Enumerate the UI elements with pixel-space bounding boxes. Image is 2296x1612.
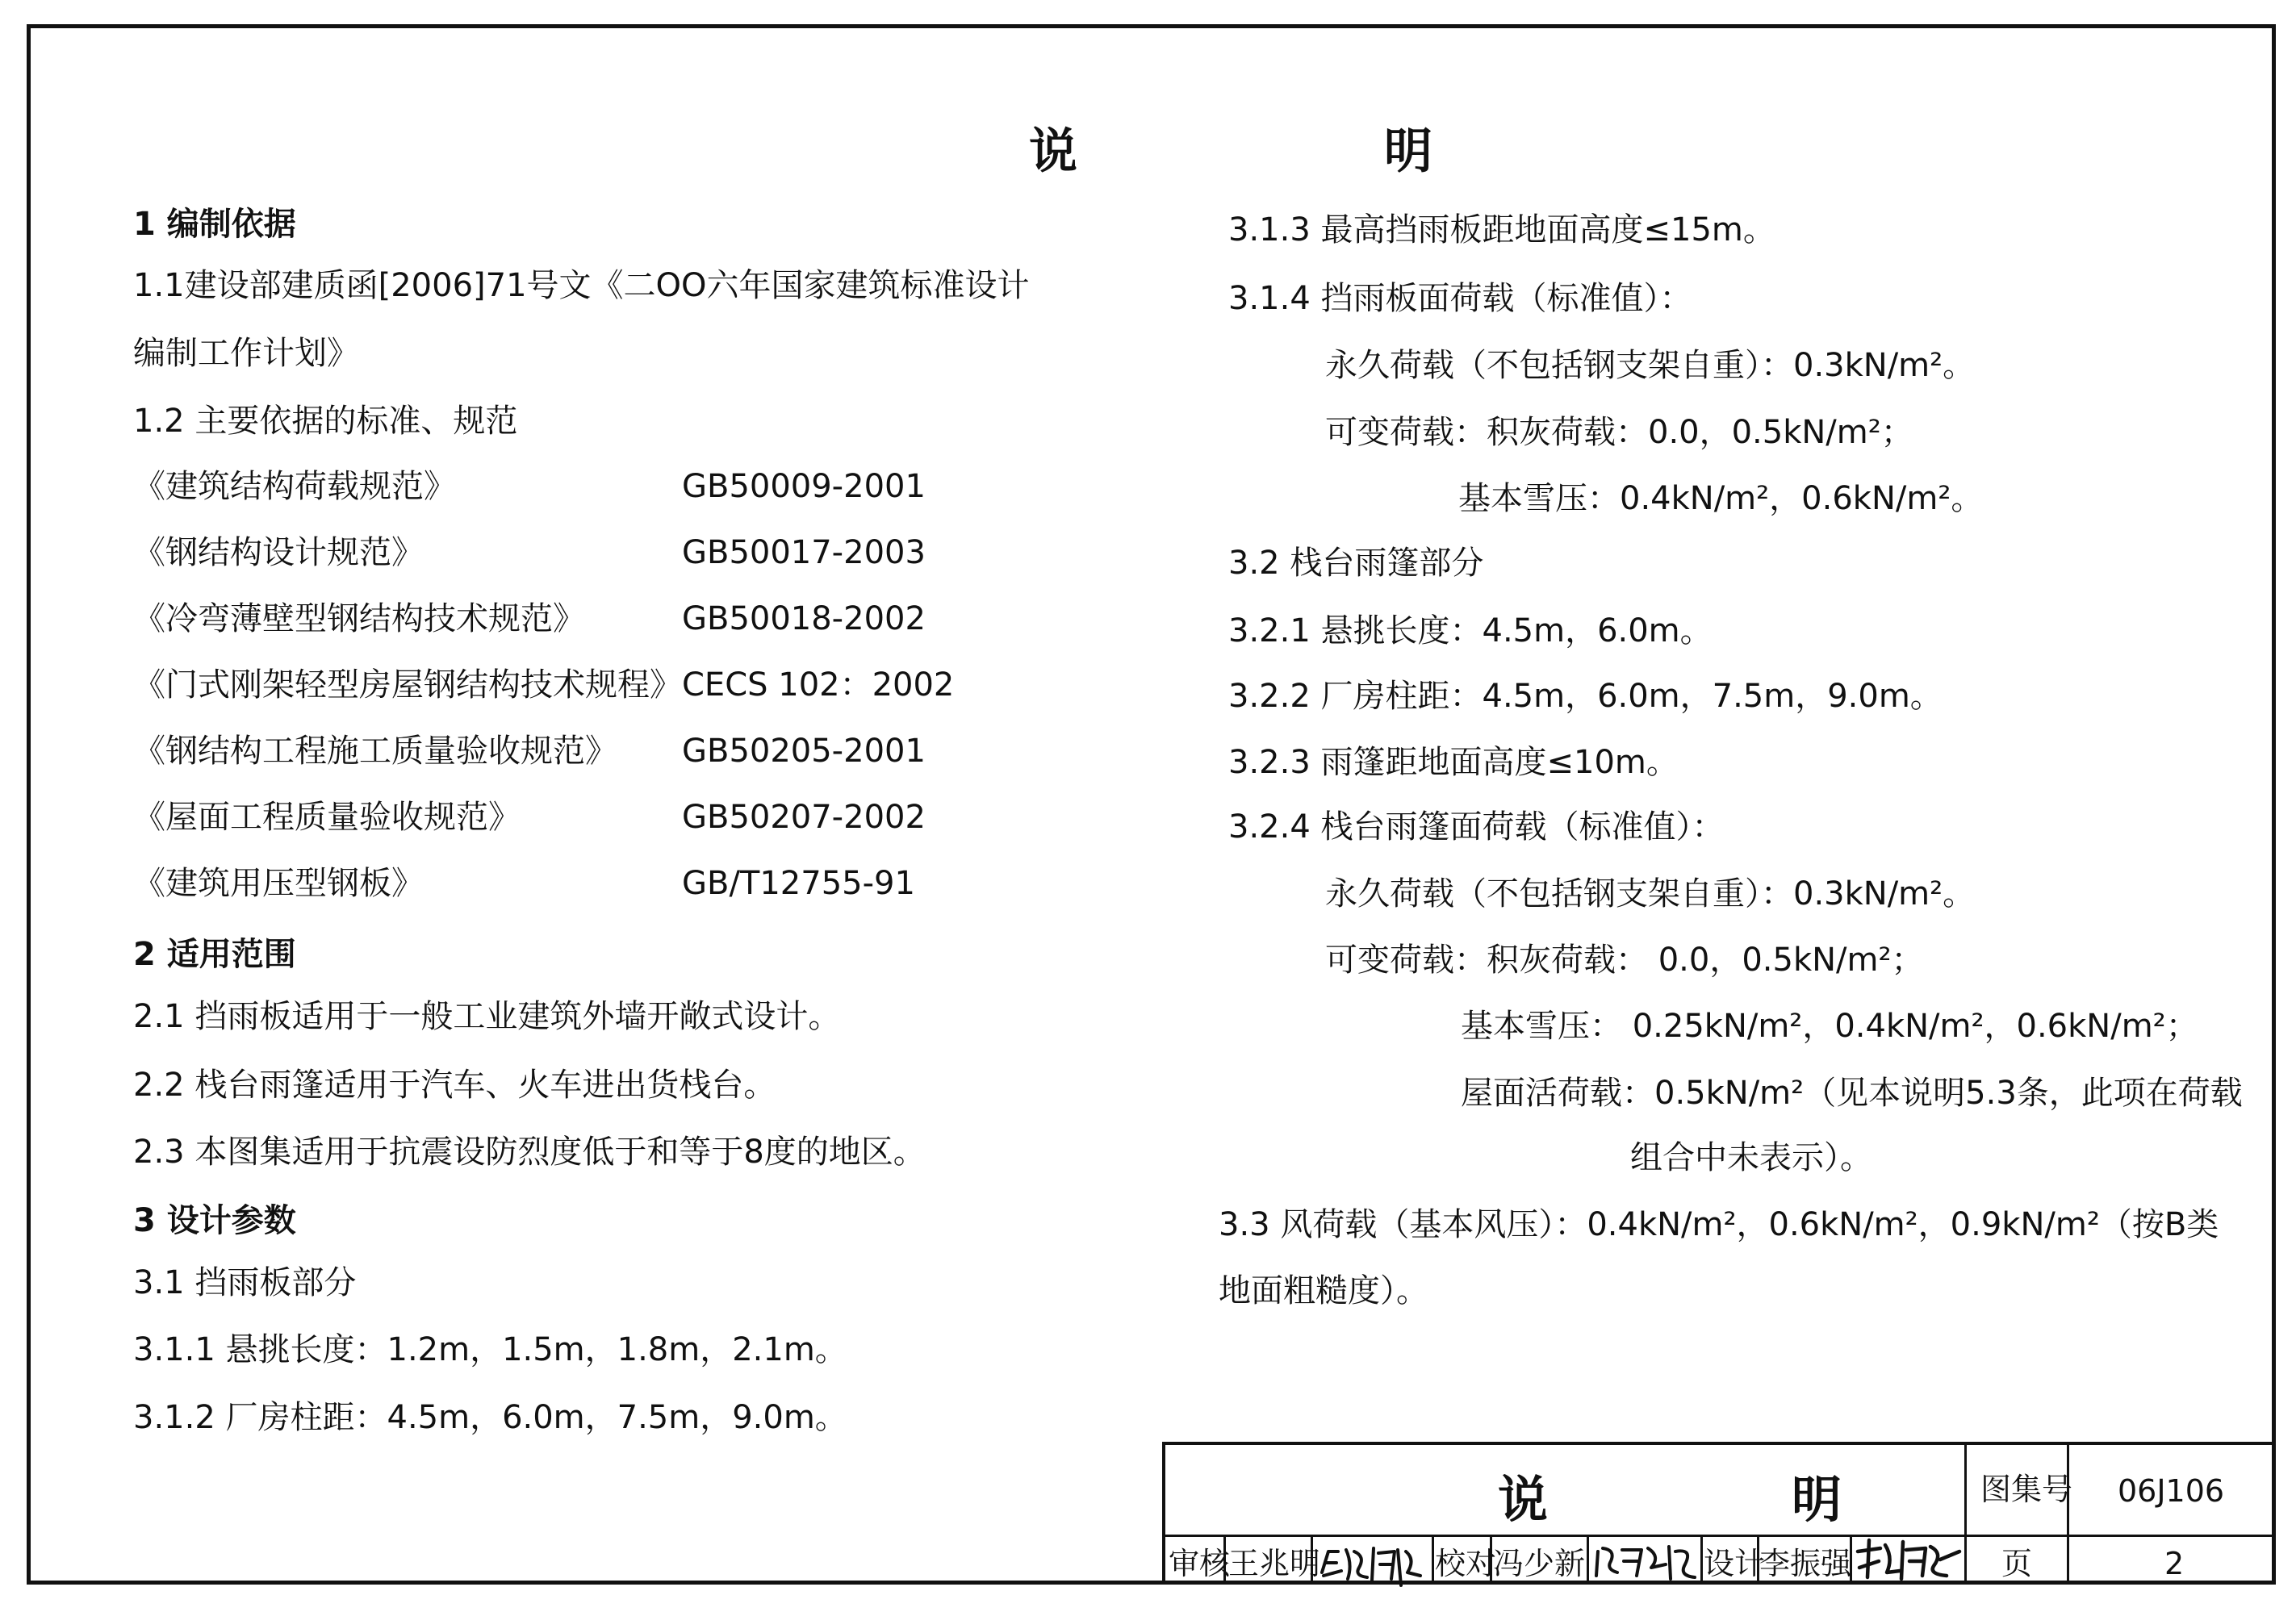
standard-code: GB50017-2003 [682, 534, 926, 571]
titleblock-title: 说 明 [1498, 1470, 1939, 1529]
item-2-1: 2.1 挡雨板适用于一般工业建筑外墙开敞式设计。 [133, 998, 841, 1035]
item-3-2-1: 3.2.1 悬挑长度：4.5m，6.0m。 [1228, 612, 1713, 649]
page-label: 页 [2001, 1546, 2033, 1581]
section-3-heading: 3 设计参数 [133, 1202, 296, 1239]
snow-load: 基本雪压： 0.25kN/m²，0.4kN/m²，0.6kN/m²； [1461, 1008, 2198, 1045]
page-title: 说 明 [1029, 123, 1562, 180]
standard-name: 《屋面工程质量验收规范》 [133, 799, 521, 836]
divider [1964, 1445, 1967, 1585]
snow-load: 基本雪压：0.4kN/m²，0.6kN/m²。 [1458, 480, 1984, 517]
standard-code: GB50018-2002 [682, 600, 926, 637]
standard-code: GB/T12755-91 [682, 865, 915, 902]
divider [1587, 1535, 1589, 1585]
standard-code: CECS 102：2002 [682, 666, 955, 704]
item-3-3: 3.3 风荷载（基本风压）：0.4kN/m²，0.6kN/m²，0.9kN/m²（按B类 [1219, 1206, 2219, 1243]
reviewer-name: 王兆明 [1228, 1546, 1321, 1581]
standard-name: 《门式刚架轻型房屋钢结构技术规程》 [133, 666, 682, 704]
variable-load: 可变荷载：积灰荷载：0.0，0.5kN/m²； [1325, 414, 1913, 451]
item-3-1-4: 3.1.4 挡雨板面荷载（标准值）： [1228, 280, 1692, 317]
section-2-heading: 2 适用范围 [133, 936, 296, 973]
item-3-2: 3.2 栈台雨篷部分 [1228, 545, 1484, 582]
item-1-1-line2: 编制工作计划》 [133, 335, 359, 372]
standard-name: 《钢结构工程施工质量验收规范》 [133, 733, 617, 770]
roof-live-load-note: 组合中未表示）。 [1630, 1139, 1872, 1176]
divider [2067, 1445, 2069, 1585]
divider [1700, 1535, 1703, 1585]
atlas-label: 图集号 [1980, 1472, 2073, 1507]
roof-live-load: 屋面活荷载：0.5kN/m²（见本说明5.3条，此项在荷载 [1461, 1075, 2243, 1112]
item-3-2-2: 3.2.2 厂房柱距：4.5m，6.0m，7.5m，9.0m。 [1228, 678, 1943, 715]
item-3-2-4: 3.2.4 栈台雨篷面荷载（标准值）： [1228, 808, 1725, 846]
check-label: 校对 [1435, 1546, 1497, 1581]
standard-name: 《建筑用压型钢板》 [133, 865, 424, 902]
standard-code: GB50207-2002 [682, 799, 926, 836]
checker-name: 冯少新 [1493, 1546, 1586, 1581]
permanent-load: 永久荷载（不包括钢支架自重）：0.3kN/m²。 [1325, 347, 1976, 384]
standard-name: 《建筑结构荷载规范》 [133, 468, 456, 505]
design-label: 设计 [1704, 1546, 1766, 1581]
standard-code: GB50205-2001 [682, 733, 926, 770]
designer-signature [1853, 1535, 1962, 1589]
item-3-3-cont: 地面粗糙度）。 [1219, 1272, 1428, 1309]
item-3-1: 3.1 挡雨板部分 [133, 1264, 357, 1301]
divider [1432, 1535, 1434, 1585]
review-label: 审核 [1169, 1546, 1231, 1581]
section-1-heading: 1 编制依据 [133, 206, 296, 243]
permanent-load: 永久荷载（不包括钢支架自重）：0.3kN/m²。 [1325, 875, 1976, 912]
standard-name: 《钢结构设计规范》 [133, 534, 424, 571]
item-1-2: 1.2 主要依据的标准、规范 [133, 403, 518, 440]
item-3-1-1: 3.1.1 悬挑长度：1.2m，1.5m，1.8m，2.1m。 [133, 1331, 847, 1368]
standard-code: GB50009-2001 [682, 468, 926, 505]
item-1-1-line1: 1.1建设部建质函[2006]71号文《二OO六年国家建筑标准设计 [133, 267, 1030, 304]
designer-name: 李振强 [1759, 1546, 1852, 1581]
checker-signature [1591, 1540, 1698, 1590]
standard-name: 《冷弯薄壁型钢结构技术规范》 [133, 600, 585, 637]
title-block [1162, 1442, 2276, 1585]
item-2-2: 2.2 栈台雨篷适用于汽车、火车进出货栈台。 [133, 1067, 776, 1104]
reviewer-signature [1317, 1540, 1426, 1592]
divider [1165, 1535, 2276, 1537]
item-3-1-3: 3.1.3 最高挡雨板距地面高度≤15m。 [1228, 211, 1775, 248]
item-3-1-2: 3.1.2 厂房柱距：4.5m，6.0m，7.5m，9.0m。 [133, 1399, 847, 1436]
item-3-2-3: 3.2.3 雨篷距地面高度≤10m。 [1228, 744, 1679, 781]
item-2-3: 2.3 本图集适用于抗震设防烈度低于和等于8度的地区。 [133, 1134, 926, 1171]
atlas-number: 06J106 [2118, 1473, 2225, 1509]
variable-load: 可变荷载：积灰荷载： 0.0，0.5kN/m²； [1325, 942, 1924, 979]
page-number: 2 [2164, 1546, 2185, 1581]
